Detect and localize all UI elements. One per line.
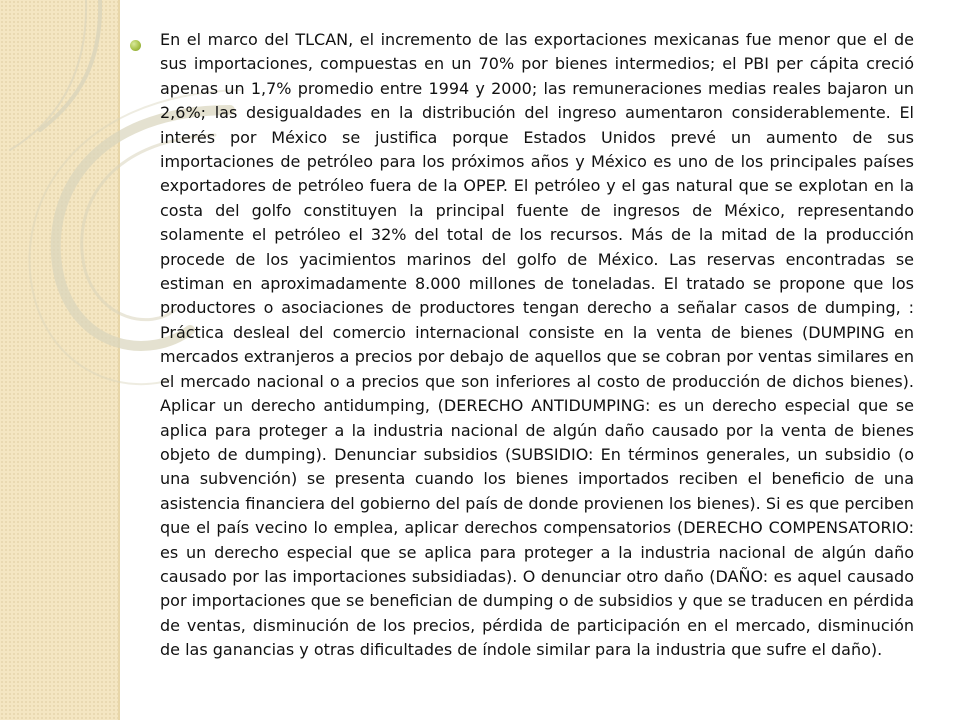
left-decorative-band bbox=[0, 0, 118, 720]
band-edge-line bbox=[118, 0, 120, 720]
body-paragraph: En el marco del TLCAN, el incremento de las exportaciones mexicanas fue menor que el de sus importaciones, compuestas en un 70% por bienes intermedios; el PBI per cápita creció apenas un 1,7% promedio entre 1994 y 2000; las remuneraciones medias reales bajaron un 2,6%; las desigualdades en la distribución del ingreso aumentaron considerablemente. El interés por México se justifica porque Estados Unidos prevé un aumento de sus importaciones de petróleo para los próximos años y México es uno de los principales países exportadores de petróleo fuera de la OPEP. El petróleo y el gas natural que se explotan en la costa del golfo constituyen la principal fuente de ingresos de México, representando solamente el petróleo el 32% del total de los recursos. Más de la mitad de la producción procede de los yacimientos marinos del golfo de México. Las reservas encontradas se estiman en aproximadamente 8.000 millones de toneladas. El tratado se propone que los productores o asociaciones de productores tengan derecho a señalar casos de dumping, : Práctica desleal del comercio internacional consiste en la venta de bienes (DUMPING en mercados extranjeros a precios por debajo de aquellos que se cobran por ventas similares en el mercado nacional o a precios que son inferiores al costo de producción de dichos bienes). Aplicar un derecho antidumping, (DERECHO ANTIDUMPING: es un derecho especial que se aplica para proteger a la industria nacional de algún daño causado por la venta de bienes objeto de dumping). Denunciar subsidios (SUBSIDIO: En términos generales, un subsidio (o una subvención) se presenta cuando los bienes importados reciben el beneficio de una asistencia financiera del gobierno del país de donde provienen los bienes). Si es que perciben que el país vecino lo emplea, aplicar derechos compensatorios (DERECHO COMPENSATORIO: es un derecho especial que se aplica para proteger a la industria nacional de algún daño causado por las importaciones subsidiadas). O denunciar otro daño (DAÑO: es aquel causado por importaciones que se benefician de dumping o de subsidios y que se traducen en pérdida de ventas, disminución de los precios, pérdida de participación en el mercado, disminución de las ganancias y otras dificultades de índole similar para la industria que sufre el daño). bbox=[160, 30, 914, 660]
slide-content bbox=[128, 28, 914, 698]
bullet-icon bbox=[130, 40, 141, 51]
bullet-item bbox=[128, 28, 914, 663]
